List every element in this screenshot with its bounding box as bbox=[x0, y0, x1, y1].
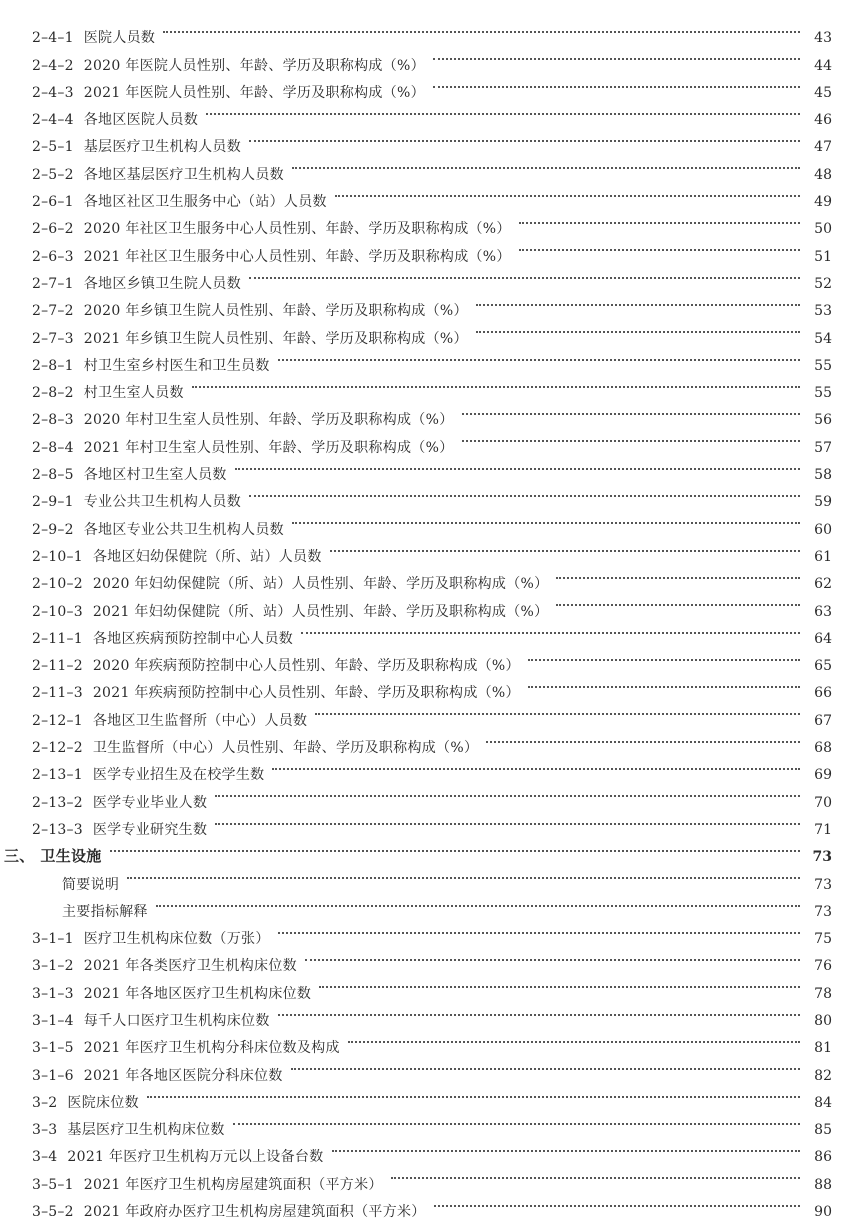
dot-leader bbox=[272, 752, 800, 779]
dot-leader bbox=[335, 179, 800, 206]
toc-entry-number: 2–10–2 bbox=[32, 576, 83, 593]
toc-entry-page-number: 56 bbox=[814, 412, 832, 429]
toc-entry-page-number: 88 bbox=[814, 1176, 832, 1193]
toc-entry-title: 2021 年乡镇卫生院人员性别、年龄、学历及职称构成（%） bbox=[83, 330, 468, 347]
toc-entry-page-number: 43 bbox=[814, 30, 832, 47]
toc-entry-page-number: 68 bbox=[814, 740, 832, 757]
dot-leader bbox=[292, 506, 800, 533]
toc-entry-page-number: 90 bbox=[814, 1204, 832, 1221]
toc-entry-number: 2–4–1 bbox=[32, 30, 74, 47]
toc-entry-number: 2–6–3 bbox=[32, 248, 74, 265]
toc-entry-number: 2–10–3 bbox=[32, 603, 83, 620]
toc-section-heading[interactable] bbox=[4, 834, 832, 866]
toc-entry-page-number: 53 bbox=[814, 303, 832, 320]
toc-entry-title: 医学专业研究生数 bbox=[92, 821, 208, 838]
toc-entry-title: 2020 年社区卫生服务中心人员性别、年龄、学历及职称构成（%） bbox=[83, 221, 511, 238]
toc-entry-page-number: 62 bbox=[814, 576, 832, 593]
toc-entry-title: 2021 年妇幼保健院（所、站）人员性别、年龄、学历及职称构成（%） bbox=[92, 603, 549, 620]
toc-entry-page-number: 81 bbox=[814, 1040, 832, 1057]
toc-entry-number: 2–6–1 bbox=[32, 194, 74, 211]
dot-leader bbox=[476, 315, 800, 342]
dot-leader bbox=[391, 1161, 800, 1188]
toc-entry[interactable] bbox=[32, 1080, 832, 1111]
dot-leader bbox=[278, 998, 800, 1025]
toc-entry-number: 2–11–3 bbox=[32, 685, 83, 702]
toc-entry-title: 村卫生室人员数 bbox=[83, 385, 184, 402]
toc-entry-page-number: 58 bbox=[814, 467, 832, 484]
toc-entry-page-number: 82 bbox=[814, 1067, 832, 1084]
toc-entry-page-number: 54 bbox=[814, 330, 832, 347]
dot-leader bbox=[233, 1107, 800, 1134]
toc-entry-page-number: 70 bbox=[814, 794, 832, 811]
toc-entry-title: 2021 年村卫生室人员性别、年龄、学历及职称构成（%） bbox=[83, 439, 454, 456]
toc-entry-page-number: 73 bbox=[812, 849, 832, 866]
toc-entry-number: 2–8–3 bbox=[32, 412, 74, 429]
dot-leader bbox=[206, 97, 800, 124]
toc-entry-title: 村卫生室乡村医生和卫生员数 bbox=[83, 357, 270, 374]
toc-entry-title: 各地区医院人员数 bbox=[83, 112, 199, 129]
toc-entry-number: 3–1–4 bbox=[32, 1012, 74, 1029]
toc-entry-page-number: 49 bbox=[814, 194, 832, 211]
toc-entry[interactable] bbox=[32, 916, 832, 948]
dot-leader bbox=[519, 206, 800, 233]
toc-entry-title: 简要说明 bbox=[62, 876, 120, 893]
toc-entry-title: 2020 年医院人员性别、年龄、学历及职称构成（%） bbox=[83, 57, 425, 74]
toc-entry-page-number: 60 bbox=[814, 521, 832, 538]
toc-entry-page-number: 73 bbox=[814, 876, 832, 893]
toc-entry-title: 各地区社区卫生服务中心（站）人员数 bbox=[83, 194, 327, 211]
toc-entry-number: 2–12–1 bbox=[32, 712, 83, 729]
toc-entry-number: 三、 bbox=[4, 847, 35, 866]
toc-entry-number: 2–11–1 bbox=[32, 630, 83, 647]
dot-leader bbox=[528, 643, 800, 670]
dot-leader bbox=[315, 697, 800, 724]
toc-entry-title: 2021 年各地区医院分科床位数 bbox=[83, 1067, 283, 1084]
dot-leader bbox=[192, 370, 800, 397]
toc-entry-title: 各地区专业公共卫生机构人员数 bbox=[83, 521, 284, 538]
toc-entry-page-number: 55 bbox=[814, 385, 832, 402]
toc-entry-page-number: 86 bbox=[814, 1149, 832, 1166]
dot-leader bbox=[249, 124, 800, 151]
toc-entry-number: 2–9–2 bbox=[32, 521, 74, 538]
toc-entry-number: 3–5–2 bbox=[32, 1204, 74, 1221]
toc-entry-title: 医院人员数 bbox=[83, 30, 156, 47]
toc-entry-number: 3–3 bbox=[32, 1122, 58, 1139]
toc-entry-title: 2021 年医疗卫生机构万元以上设备台数 bbox=[67, 1149, 324, 1166]
dot-leader bbox=[556, 588, 800, 615]
toc-entry-page-number: 44 bbox=[814, 57, 832, 74]
toc-entry[interactable] bbox=[32, 889, 832, 920]
toc-entry-title: 2021 年医疗卫生机构房屋建筑面积（平方米） bbox=[83, 1176, 383, 1193]
dot-leader bbox=[147, 1080, 800, 1107]
toc-entry-page-number: 50 bbox=[814, 221, 832, 238]
toc-entry-title: 2020 年妇幼保健院（所、站）人员性别、年龄、学历及职称构成（%） bbox=[92, 576, 549, 593]
dot-leader bbox=[462, 424, 800, 451]
toc-entry-number: 2–4–3 bbox=[32, 84, 74, 101]
dot-leader bbox=[330, 534, 800, 561]
dot-leader bbox=[433, 70, 800, 97]
toc-entry-title: 各地区妇幼保健院（所、站）人员数 bbox=[92, 548, 322, 565]
toc-entry-title: 2021 年社区卫生服务中心人员性别、年龄、学历及职称构成（%） bbox=[83, 248, 511, 265]
toc-entry-title: 卫生监督所（中心）人员性别、年龄、学历及职称构成（%） bbox=[92, 740, 479, 757]
toc-entry-page-number: 80 bbox=[814, 1012, 832, 1029]
toc-entry-title: 2021 年医疗卫生机构分科床位数及构成 bbox=[83, 1040, 340, 1057]
toc-entry-title: 2020 年乡镇卫生院人员性别、年龄、学历及职称构成（%） bbox=[83, 303, 468, 320]
dot-leader bbox=[319, 970, 800, 997]
toc-entry-title: 各地区村卫生室人员数 bbox=[83, 467, 227, 484]
toc-entry-number: 2–13–2 bbox=[32, 794, 83, 811]
toc-entry-title: 卫生设施 bbox=[40, 847, 102, 866]
toc-entry-number: 2–7–3 bbox=[32, 330, 74, 347]
toc-entry-number: 2–9–1 bbox=[32, 494, 74, 511]
toc-entry-page-number: 46 bbox=[814, 112, 832, 129]
dot-leader bbox=[476, 288, 800, 315]
toc-entry-number: 2–8–1 bbox=[32, 357, 74, 374]
dot-leader bbox=[433, 42, 800, 69]
toc-entry-title: 2020 年村卫生室人员性别、年龄、学历及职称构成（%） bbox=[83, 412, 454, 429]
toc-entry-page-number: 61 bbox=[814, 548, 832, 565]
toc-entry-title: 2021 年各地区医疗卫生机构床位数 bbox=[83, 985, 312, 1002]
toc-entry-page-number: 69 bbox=[814, 767, 832, 784]
table-of-contents bbox=[4, 15, 832, 1221]
dot-leader bbox=[434, 1189, 800, 1216]
toc-entry-number: 2–13–1 bbox=[32, 767, 83, 784]
dot-leader bbox=[301, 616, 800, 643]
toc-entry-number: 2–12–2 bbox=[32, 740, 83, 757]
toc-entry-title: 各地区卫生监督所（中心）人员数 bbox=[92, 712, 308, 729]
toc-entry-number: 3–1–3 bbox=[32, 985, 74, 1002]
dot-leader bbox=[332, 1134, 801, 1161]
dot-leader bbox=[249, 479, 800, 506]
toc-entry-page-number: 84 bbox=[814, 1094, 832, 1111]
toc-entry-page-number: 71 bbox=[814, 821, 832, 838]
toc-entry-title: 每千人口医疗卫生机构床位数 bbox=[83, 1012, 270, 1029]
toc-entry-page-number: 48 bbox=[814, 166, 832, 183]
toc-entry-page-number: 57 bbox=[814, 439, 832, 456]
toc-entry-title: 基层医疗卫生机构人员数 bbox=[83, 139, 242, 156]
toc-entry-number: 2–7–2 bbox=[32, 303, 74, 320]
toc-entry[interactable] bbox=[32, 861, 832, 893]
dot-leader bbox=[235, 452, 800, 479]
dot-leader bbox=[291, 1052, 800, 1079]
toc-entry-title: 2021 年政府办医疗卫生机构房屋建筑面积（平方米） bbox=[83, 1204, 426, 1221]
dot-leader bbox=[156, 889, 800, 916]
toc-entry-page-number: 64 bbox=[814, 630, 832, 647]
toc-entry[interactable] bbox=[32, 1107, 832, 1139]
toc-entry-number: 3–1–5 bbox=[32, 1040, 74, 1057]
toc-entry-number: 2–7–1 bbox=[32, 275, 74, 292]
toc-entry-title: 2021 年医院人员性别、年龄、学历及职称构成（%） bbox=[83, 84, 425, 101]
toc-entry-title: 主要指标解释 bbox=[62, 903, 148, 920]
dot-leader bbox=[486, 725, 800, 752]
toc-entry-title: 各地区疾病预防控制中心人员数 bbox=[92, 630, 294, 647]
dot-leader bbox=[249, 261, 800, 288]
toc-entry-number: 3–1–2 bbox=[32, 958, 74, 975]
dot-leader bbox=[348, 1025, 800, 1052]
toc-entry-title: 2021 年各类医疗卫生机构床位数 bbox=[83, 958, 297, 975]
toc-entry-title: 医疗卫生机构床位数（万张） bbox=[83, 931, 270, 948]
toc-entry-number: 3–5–1 bbox=[32, 1176, 74, 1193]
toc-entry-page-number: 45 bbox=[814, 84, 832, 101]
toc-entry-page-number: 52 bbox=[814, 275, 832, 292]
toc-entry-number: 2–13–3 bbox=[32, 821, 83, 838]
toc-entry-number: 2–8–4 bbox=[32, 439, 74, 456]
toc-entry-number: 2–8–2 bbox=[32, 385, 74, 402]
dot-leader bbox=[215, 779, 800, 806]
toc-entry-title: 基层医疗卫生机构床位数 bbox=[67, 1122, 225, 1139]
toc-entry-title: 医学专业招生及在校学生数 bbox=[92, 767, 265, 784]
toc-entry[interactable] bbox=[32, 15, 832, 47]
toc-entry-page-number: 47 bbox=[814, 139, 832, 156]
dot-leader bbox=[462, 397, 800, 424]
toc-entry-page-number: 59 bbox=[814, 494, 832, 511]
toc-entry-number: 2–11–2 bbox=[32, 658, 83, 675]
toc-entry-page-number: 67 bbox=[814, 712, 832, 729]
toc-entry-number: 2–10–1 bbox=[32, 548, 83, 565]
toc-entry-page-number: 51 bbox=[814, 248, 832, 265]
dot-leader bbox=[127, 861, 800, 888]
toc-entry-title: 专业公共卫生机构人员数 bbox=[83, 494, 242, 511]
toc-entry-page-number: 65 bbox=[814, 658, 832, 675]
toc-entry-number: 3–4 bbox=[32, 1149, 58, 1166]
toc-entry-number: 3–1–1 bbox=[32, 931, 74, 948]
toc-entry-title: 各地区乡镇卫生院人员数 bbox=[83, 275, 242, 292]
dot-leader bbox=[528, 670, 800, 697]
toc-entry-page-number: 66 bbox=[814, 685, 832, 702]
toc-entry-page-number: 85 bbox=[814, 1122, 832, 1139]
toc-entry-number: 2–5–1 bbox=[32, 139, 74, 156]
toc-entry-title: 医院床位数 bbox=[67, 1094, 139, 1111]
toc-entry-number: 2–4–2 bbox=[32, 57, 74, 74]
dot-leader bbox=[556, 561, 800, 588]
toc-entry-page-number: 78 bbox=[814, 985, 832, 1002]
dot-leader bbox=[163, 15, 800, 42]
toc-entry-number: 2–4–4 bbox=[32, 112, 74, 129]
dot-leader bbox=[278, 343, 800, 370]
dot-leader bbox=[292, 151, 800, 178]
dot-leader bbox=[110, 834, 800, 861]
toc-entry-title: 各地区基层医疗卫生机构人员数 bbox=[83, 166, 284, 183]
toc-entry-number: 3–2 bbox=[32, 1094, 58, 1111]
dot-leader bbox=[278, 916, 800, 943]
dot-leader bbox=[215, 807, 800, 834]
dot-leader bbox=[519, 233, 800, 260]
toc-entry-page-number: 76 bbox=[814, 958, 832, 975]
dot-leader bbox=[305, 943, 800, 970]
toc-entry-page-number: 63 bbox=[814, 603, 832, 620]
toc-entry-number: 2–5–2 bbox=[32, 166, 74, 183]
toc-entry-page-number: 55 bbox=[814, 357, 832, 374]
toc-entry-number: 3–1–6 bbox=[32, 1067, 74, 1084]
toc-entry-title: 2021 年疾病预防控制中心人员性别、年龄、学历及职称构成（%） bbox=[92, 685, 520, 702]
toc-entry-number: 2–6–2 bbox=[32, 221, 74, 238]
toc-entry-title: 2020 年疾病预防控制中心人员性别、年龄、学历及职称构成（%） bbox=[92, 658, 520, 675]
toc-entry-page-number: 75 bbox=[814, 931, 832, 948]
toc-entry-title: 医学专业毕业人数 bbox=[92, 794, 208, 811]
toc-entry-page-number: 73 bbox=[814, 903, 832, 920]
toc-entry-number: 2–8–5 bbox=[32, 467, 74, 484]
